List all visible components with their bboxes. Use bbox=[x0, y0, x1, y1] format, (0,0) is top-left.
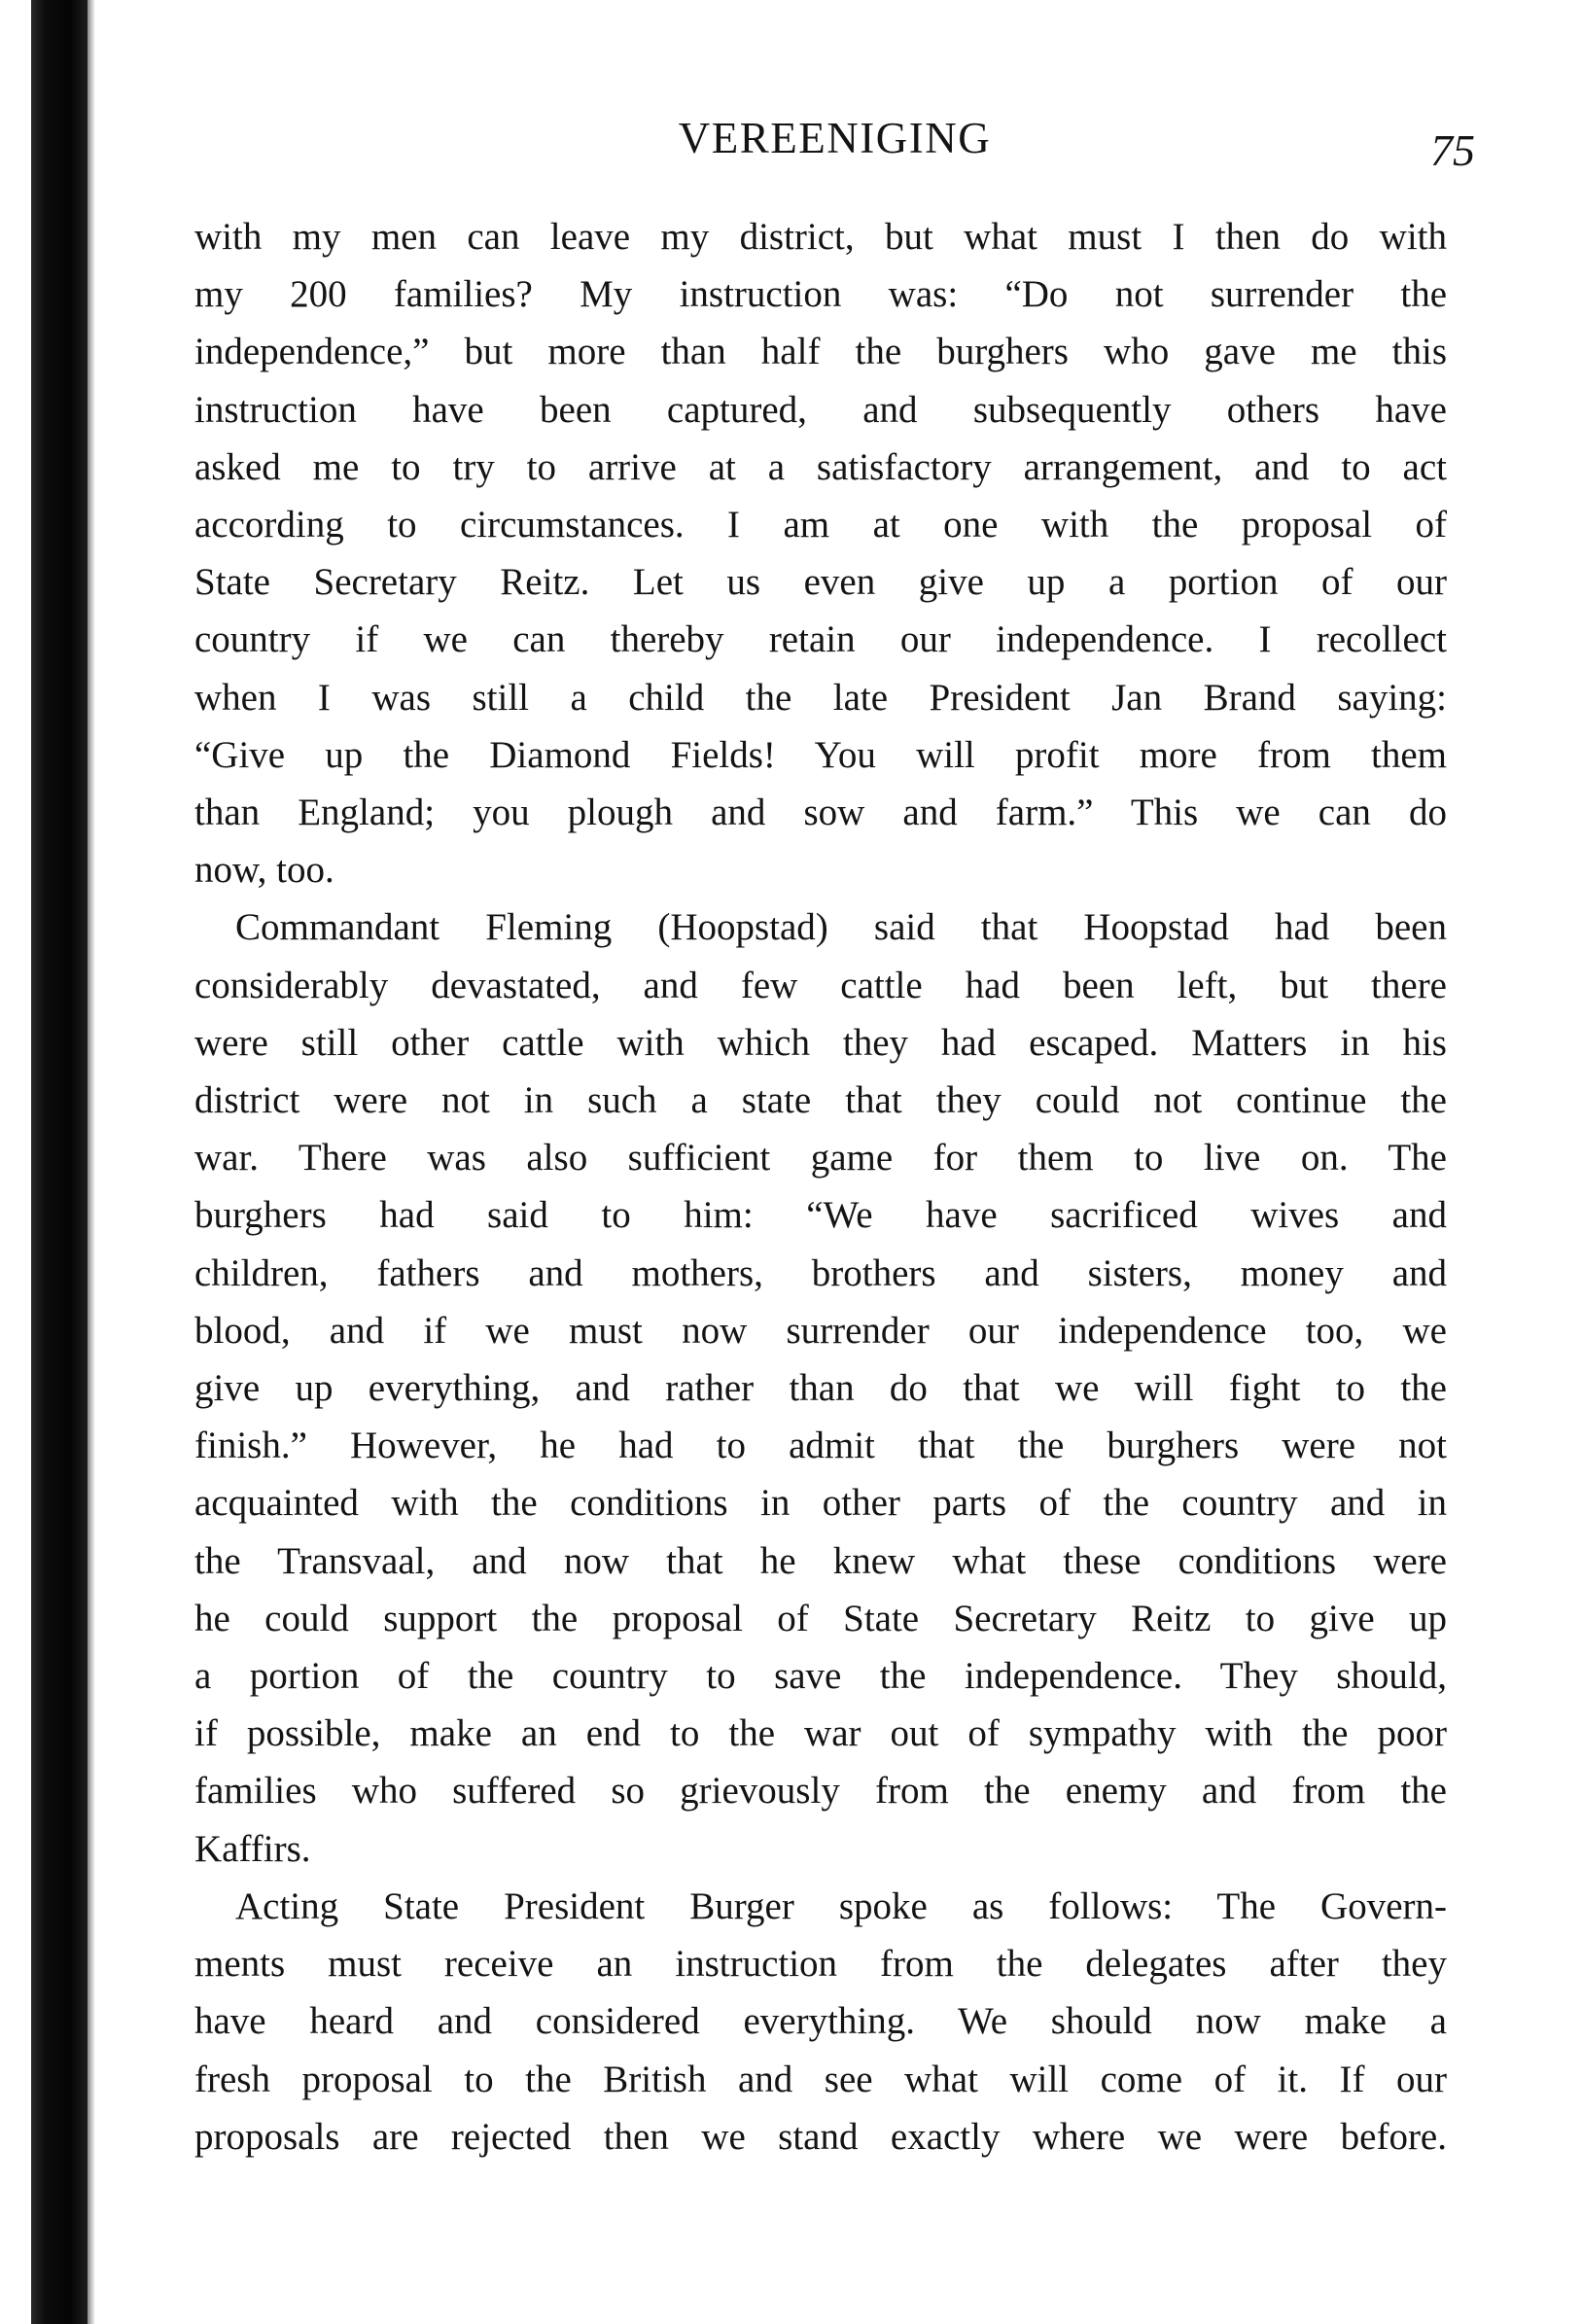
text-line: he could support the proposal of State Secretary Reitz to give up bbox=[194, 1597, 1447, 1639]
text-line: independence,” but more than half the burghers who gave me this bbox=[194, 331, 1447, 373]
text-line: acquainted with the conditions in other parts of the country and in bbox=[194, 1482, 1447, 1525]
text-line: finish.” However, he had to admit that the burghers were not bbox=[194, 1425, 1447, 1467]
text-line: Acting State President Burger spoke as follows: The Govern- bbox=[235, 1884, 1447, 1927]
text-line: families who suffered so grievously from the enemy and from the bbox=[194, 1770, 1447, 1813]
text-line: Kaffirs. bbox=[194, 1827, 311, 1870]
text-line: when I was still a child the late President Jan Brand saying: bbox=[194, 676, 1447, 719]
text-line: State Secretary Reitz. Let us even give up a portion of our bbox=[194, 561, 1447, 604]
text-line: ments must receive an instruction from the delegates after they bbox=[194, 1943, 1447, 1986]
text-line: country if we can thereby retain our independence. I recollect bbox=[194, 618, 1447, 661]
text-line: district were not in such a state that they could not continue the bbox=[194, 1079, 1447, 1122]
text-line: blood, and if we must now surrender our independence too, we bbox=[194, 1309, 1447, 1352]
text-line: if possible, make an end to the war out of sympathy with the poor bbox=[194, 1712, 1447, 1755]
text-line: burghers had said to him: “We have sacrificed wives and bbox=[194, 1194, 1447, 1237]
text-line: war. There was also sufficient game for them to live on. The bbox=[194, 1137, 1447, 1180]
text-line: have heard and considered everything. We should now make a bbox=[194, 2000, 1447, 2043]
text-line: were still other cattle with which they had escaped. Matters in his bbox=[194, 1021, 1447, 1064]
text-line: children, fathers and mothers, brothers and sisters, money and bbox=[194, 1251, 1447, 1294]
page-number: 75 bbox=[1430, 125, 1475, 175]
body-text bbox=[194, 208, 1447, 2166]
text-line: with my men can leave my district, but what must I then do with bbox=[194, 216, 1447, 258]
text-line: fresh proposal to the British and see what will come of it. If our bbox=[194, 2058, 1447, 2100]
text-line: considerably devastated, and few cattle had been left, but there bbox=[194, 964, 1447, 1006]
text-line: instruction have been captured, and subsequently others have bbox=[194, 388, 1447, 431]
text-line: Commandant Fleming (Hoopstad) said that Hoopstad had been bbox=[235, 906, 1447, 949]
text-line: than England; you plough and sow and farm.” This we can do bbox=[194, 792, 1447, 834]
page-header bbox=[194, 105, 1475, 173]
text-line: a portion of the country to save the independence. They should, bbox=[194, 1655, 1447, 1698]
text-line: my 200 families? My instruction was: “Do not surrender the bbox=[194, 273, 1447, 316]
running-title: VEREENIGING bbox=[678, 114, 992, 162]
text-line: now, too. bbox=[194, 849, 334, 892]
text-line: the Transvaal, and now that he knew what these conditions were bbox=[194, 1539, 1447, 1582]
text-line: “Give up the Diamond Fields! You will profit more from them bbox=[194, 733, 1447, 776]
text-line: asked me to try to arrive at a satisfactory arrangement, and to act bbox=[194, 445, 1447, 488]
text-line: give up everything, and rather than do that we will fight to the bbox=[194, 1367, 1447, 1410]
binding-shadow bbox=[31, 0, 88, 2324]
text-line: according to circumstances. I am at one with the proposal of bbox=[194, 504, 1447, 546]
text-line: proposals are rejected then we stand exactly where we were before. bbox=[194, 2115, 1447, 2158]
